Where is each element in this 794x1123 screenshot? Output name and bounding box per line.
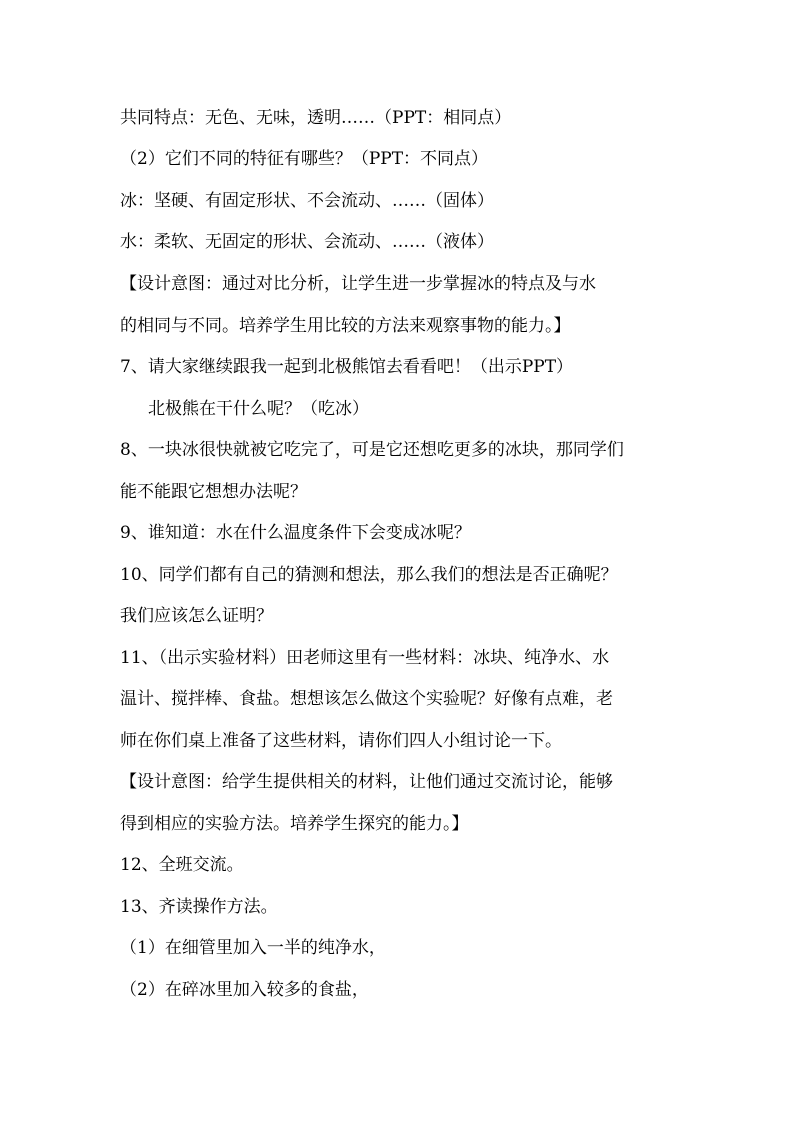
text-line-procedure-2: （2）在碎冰里加入较多的食盐， xyxy=(120,980,369,1000)
text-line-design-intent-2-cont: 得到相应的实验方法。培养学生探究的能力。】 xyxy=(120,814,469,834)
text-line-design-intent-1-cont: 的相同与不同。培养学生用比较的方法来观察事物的能力。】 xyxy=(120,316,571,336)
text-line-step-8: 8、一块冰很快就被它吃完了，可是它还想吃更多的冰块，那同学们 xyxy=(120,440,624,460)
text-line-common-features: 共同特点：无色、无味，透明……（PPT：相同点） xyxy=(120,108,512,128)
text-line-step-11-cont-1: 温计、搅拌棒、食盐。想想该怎么做这个实验呢？好像有点难，老 xyxy=(120,689,613,709)
text-line-water-properties: 水：柔软、无固定的形状、会流动、……（液体） xyxy=(120,232,494,252)
text-line-step-10-cont: 我们应该怎么证明？ xyxy=(120,606,273,626)
text-line-step-12: 12、全班交流。 xyxy=(120,855,244,875)
text-line-question-differences: （2）它们不同的特征有哪些？（PPT：不同点） xyxy=(120,149,489,169)
text-line-step-9: 9、谁知道：水在什么温度条件下会变成冰呢？ xyxy=(120,523,471,543)
text-line-ice-properties: 冰：坚硬、有固定形状、不会流动、……（固体） xyxy=(120,191,494,211)
text-line-step-11: 11、（出示实验材料）田老师这里有一些材料：冰块、纯净水、水 xyxy=(120,648,610,668)
text-line-procedure-1: （1）在细管里加入一半的纯净水， xyxy=(120,938,386,958)
text-line-design-intent-2: 【设计意图：给学生提供相关的材料，让他们通过交流讨论，能够 xyxy=(120,772,613,792)
text-line-design-intent-1: 【设计意图：通过对比分析，让学生进一步掌握冰的特点及与水 xyxy=(120,274,596,294)
text-line-step-11-cont-2: 师在你们桌上准备了这些材料，请你们四人小组讨论一下。 xyxy=(120,731,562,751)
text-line-step-8-cont: 能不能跟它想想办法呢？ xyxy=(120,482,307,502)
text-line-step-10: 10、同学们都有自己的猜测和想法，那么我们的想法是否正确呢？ xyxy=(120,565,618,585)
text-line-polar-bear-question: 北极熊在干什么呢？（吃冰） xyxy=(148,399,369,419)
text-line-step-13: 13、齐读操作方法。 xyxy=(120,897,278,917)
text-line-step-7: 7、请大家继续跟我一起到北极熊馆去看看吧！（出示PPT） xyxy=(120,357,574,377)
